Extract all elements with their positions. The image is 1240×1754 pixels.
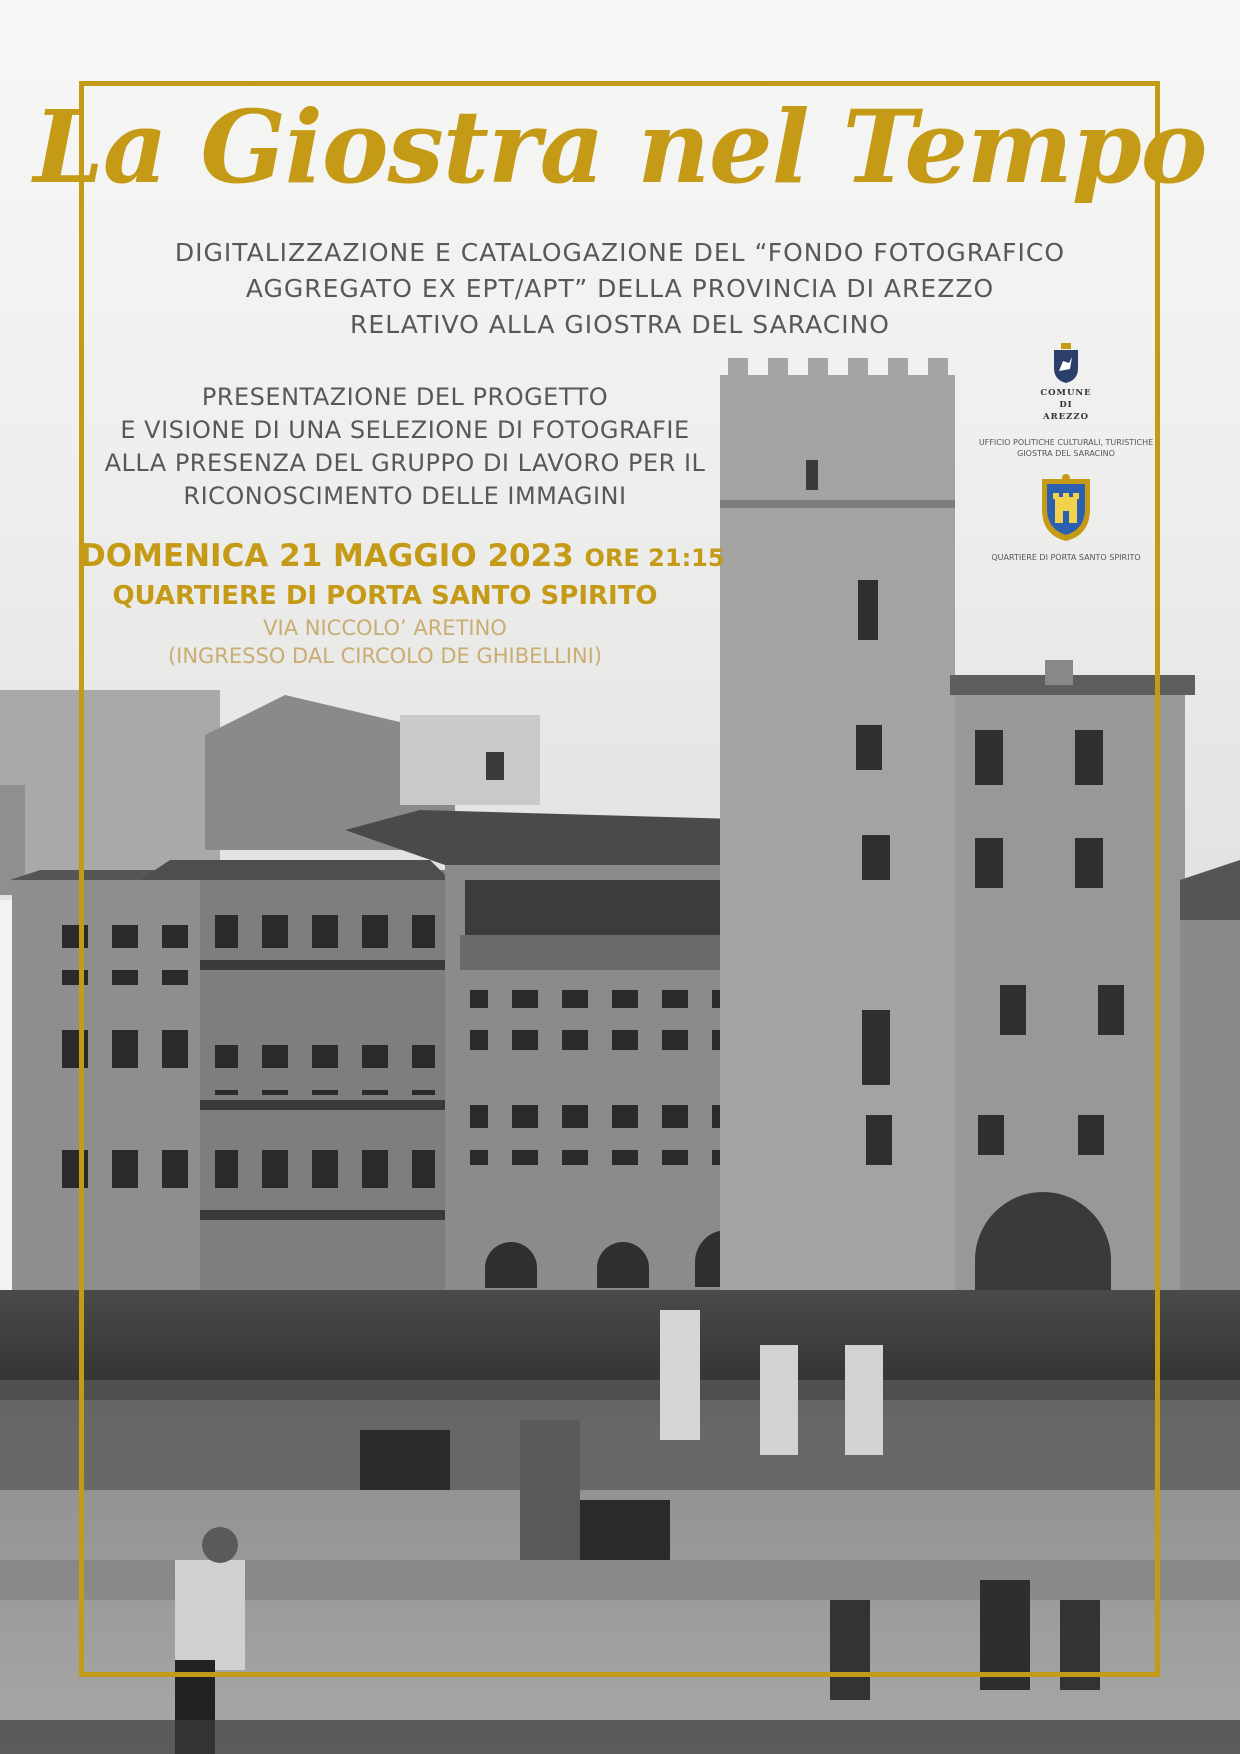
sponsor-logos	[966, 343, 1166, 562]
comune-name	[966, 387, 1166, 423]
office-line: GIOSTRA DEL SARACINO	[1017, 449, 1115, 458]
event-date: DOMENICA 21 MAGGIO 2023	[80, 538, 574, 574]
quartiere-name: QUARTIERE DI PORTA SANTO SPIRITO	[991, 553, 1141, 562]
comune-crest-icon	[1051, 343, 1081, 383]
event-place: QUARTIERE DI PORTA SANTO SPIRITO	[112, 581, 658, 611]
presentation-line: ALLA PRESENZA DEL GRUPPO DI LAVORO PER IL	[104, 449, 706, 477]
comune-line: AREZZO	[1043, 412, 1089, 422]
poster-subtitle	[0, 235, 1240, 343]
subtitle-line: DIGITALIZZAZIONE E CATALOGAZIONE DEL “FONDO FOTOGRAFICO	[174, 238, 1066, 267]
event-street: VIA NICCOLO’ ARETINO	[263, 616, 507, 640]
poster-title: La Giostra nel Tempo	[33, 88, 1207, 206]
subtitle-line: RELATIVO ALLA GIOSTRA DEL SARACINO	[350, 310, 890, 339]
event-details	[80, 536, 725, 670]
presentation-line: RICONOSCIMENTO DELLE IMMAGINI	[183, 482, 627, 510]
presentation-line: E VISIONE DI UNA SELEZIONE DI FOTOGRAFIE	[120, 416, 690, 444]
event-time: ORE 21:15	[584, 544, 725, 572]
event-entrance: (INGRESSO DAL CIRCOLO DE GHIBELLINI)	[167, 644, 603, 668]
comune-line: DI	[1059, 400, 1073, 410]
quartiere-crest-icon	[1038, 473, 1094, 543]
presentation-line: PRESENTAZIONE DEL PROGETTO	[201, 383, 609, 411]
presentation-text	[80, 381, 730, 513]
office-line: UFFICIO POLITICHE CULTURALI, TURISTICHE	[978, 438, 1154, 447]
subtitle-line: AGGREGATO EX EPT/APT” DELLA PROVINCIA DI AREZZO	[245, 274, 995, 303]
event-date-line	[80, 536, 725, 578]
office-name	[966, 437, 1166, 459]
comune-line: COMUNE	[1040, 388, 1092, 398]
